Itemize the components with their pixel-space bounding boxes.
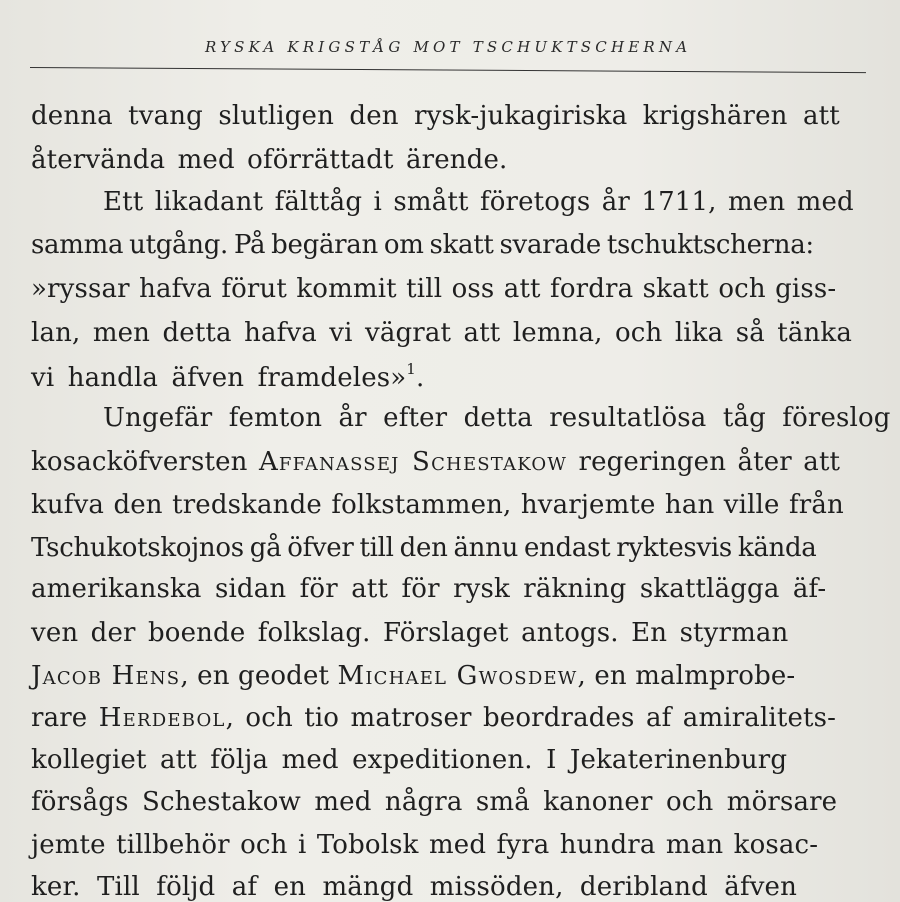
text-line-content: återvända med oförrättadt ärende. [31, 145, 508, 175]
text-line-content: »ryssar hafva förut kommit till oss att fordra skatt och giss- [31, 274, 837, 304]
text-line-content: jemte tillbehör och i Tobolsk med fyra hundra man kosac- [31, 830, 819, 860]
text-line-content: Ett likadant fälttåg i smått företogs år 1711, men med [103, 187, 854, 217]
text-line-content: , en malmprobe- [577, 661, 796, 691]
text-line [31, 535, 817, 561]
person-name: Michael Gwosdew [337, 661, 578, 691]
text-line-content: regeringen åter att [578, 447, 841, 477]
footnote-tail: . [416, 363, 425, 393]
text-line [31, 232, 814, 258]
text-line-content: lan, men detta hafva vi vägrat att lemna, och lika så tänka [31, 318, 852, 348]
text-line-content: , en geodet [180, 661, 330, 691]
text-line [31, 103, 840, 129]
person-name: Affanassej Schestakow [258, 447, 568, 477]
text-line-content: amerikanska sidan för att för rysk räkning skattlägga äf- [31, 574, 827, 604]
text-line-content: ker. Till följd af en mängd missöden, deribland äfven [31, 872, 797, 902]
header-rule [30, 67, 866, 73]
text-line [31, 147, 507, 173]
text-line-content: denna tvang slutligen den rysk-jukagiriska krigshären att [31, 101, 840, 131]
person-name: Jacob Hens [31, 661, 181, 691]
text-line-content: rare [31, 703, 88, 733]
footnote-marker: 1 [406, 360, 416, 378]
text-line [31, 449, 840, 475]
text-line [31, 492, 844, 518]
text-line [31, 663, 795, 689]
text-line-content: kufva den tredskande folkstammen, hvarjemte han ville från [31, 490, 844, 520]
text-line [103, 405, 891, 431]
text-line [31, 362, 424, 391]
text-line [31, 276, 836, 302]
person-name: Herdebol [98, 703, 226, 733]
text-line-content: ven der boende folkslag. Förslaget antogs. En styrman [31, 618, 789, 648]
running-head: RYSKA KRIGSTÅG MOT TSCHUKTSCHERNA [205, 38, 692, 56]
text-line [31, 705, 836, 731]
text-line [31, 576, 826, 602]
text-line [31, 874, 797, 900]
text-line-content: Tschukotskojnos gå öfver till den ännu endast ryktesvis kända [31, 533, 817, 563]
text-line [31, 620, 788, 646]
text-line [31, 789, 837, 815]
text-line-content: vi handla äfven framdeles» [31, 363, 407, 393]
text-line [31, 832, 818, 858]
text-line-content: kollegiet att följa med expeditionen. I Jekaterinenburg [31, 745, 788, 775]
text-line [31, 747, 787, 773]
text-line [103, 189, 854, 215]
text-line-content: , och tio matroser beordrades af amiralitets- [225, 703, 837, 733]
text-line-content: försågs Schestakow med några små kanoner och mörsare [31, 787, 838, 817]
text-line-content: samma utgång. På begäran om skatt svarade tschuktscherna: [31, 230, 814, 260]
text-line-content: Ungefär femton år efter detta resultatlösa tåg föreslog [103, 403, 891, 433]
text-line [31, 320, 852, 346]
text-line-content: kosacköfversten [31, 447, 248, 477]
